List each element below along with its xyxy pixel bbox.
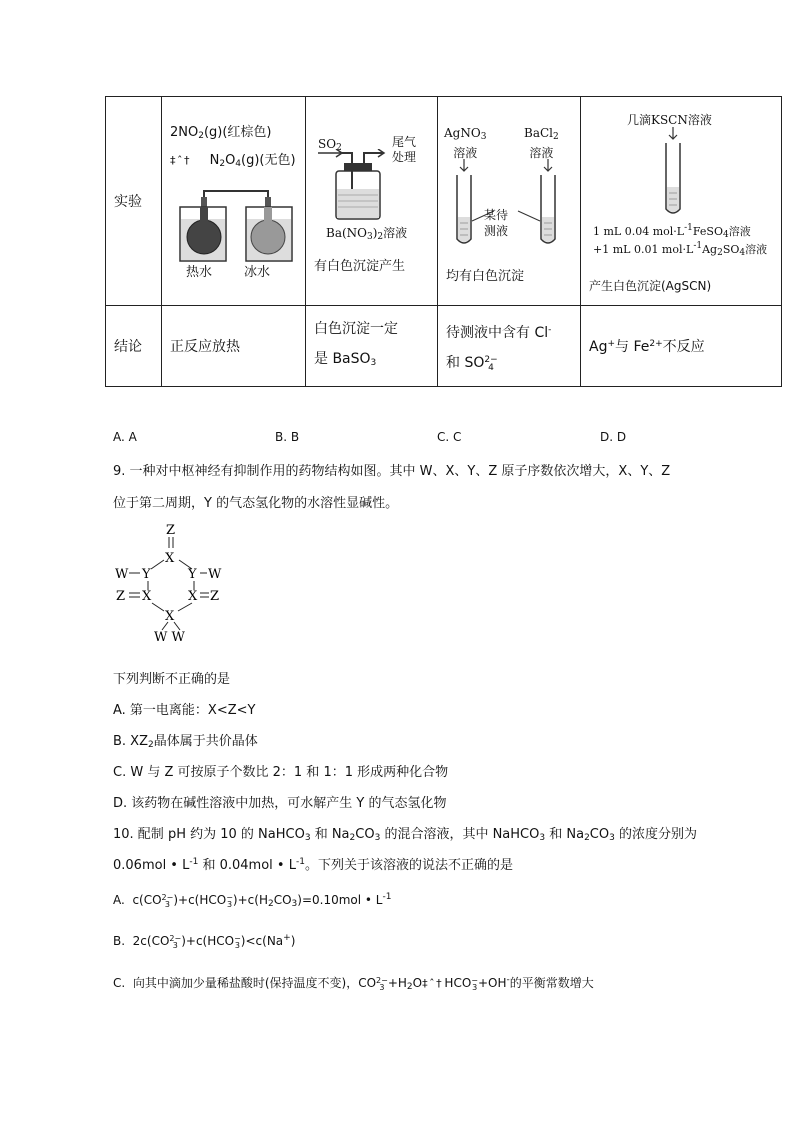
q9-option-b[interactable] [113,730,258,750]
option-c[interactable]: C. C [437,430,462,444]
observation-b: 有白色沉淀产生 [314,259,406,274]
sol2-tail: Ag [702,243,718,256]
so4-sup: 2− [484,354,498,365]
q9-stem-line1: 9. 一种对中枢神经有抑制作用的药物结构如图。其中 W、X、Y、Z 原子序数依次增大，X、Y、Z [113,464,671,479]
experiment-cell-c [438,97,581,306]
q9-prompt: 下列判断不正确的是 [113,672,231,687]
solution-tail: 溶液 [383,226,408,240]
sol2-mid: SO [722,243,740,256]
conclusion-d [581,306,782,387]
sample-line1: 某待 [484,208,509,222]
q10-c-t2: +H [387,976,407,990]
row-label-text: 实验 [114,194,142,210]
q10-c-t5: +OH [477,976,507,990]
atom-w-bottom: W W [154,630,185,644]
atom-z-left: Z [116,589,126,604]
q10-t6: CO [589,827,610,842]
conclusion-c [438,306,581,387]
q10-c-t6: 的平衡常数增大 [509,976,594,990]
equilibrium-arrow: ‡ ˆ † [170,154,189,167]
atom-x-right: X [188,589,198,604]
q10-b-label: B. [113,934,126,948]
experiment-cell-a [162,97,306,306]
ba-nitrate-label [326,224,407,242]
q9-option-b-tail: 晶体属于共价晶体 [153,734,258,749]
q10-option-b[interactable]: B. 2c(CO 2− 3 )+c(HCO − 3 )<c(Na+) [113,933,296,950]
atom-x-bottom: X [165,609,175,624]
q10-c-t1: 向其中滴加少量稀盐酸时(保持温度不变)，CO [132,976,377,990]
so2-sub: 2 [336,143,342,153]
so2-text: SO [318,137,337,151]
baso3-sub: 3 [370,358,377,368]
row-label-experiment [106,97,162,306]
bacl2-text: BaCl [524,126,553,140]
q9-option-a[interactable]: A. 第一电离能：X<Z<Y [113,703,256,718]
row-label-conclusion [106,306,162,387]
sol1-text: 1 mL 0.04 mol·L [593,225,685,238]
atom-w-left: W [115,567,129,582]
q10-equilibrium-arrow: ‡ ˆ † [422,977,441,990]
bacl2-label [524,125,559,161]
row-label-text: 结论 [114,339,142,355]
atom-y-left: Y [142,567,151,582]
product-sub1: 2 [219,159,226,169]
q10-l2a: 0.06mol • L [113,858,190,873]
reactant-state: (g)(红棕色) [203,125,272,140]
solution-sub2: 2 [377,232,384,242]
tail-line1: 尾气 [392,135,417,149]
option-b[interactable]: B. B [275,430,300,444]
sample-label [484,207,508,239]
conclusion-c-line2 [446,348,580,378]
q9-option-c[interactable]: C. W 与 Z 可按原子个数比 2：1 和 1：1 形成两种化合物 [113,765,449,780]
q10-a-tail: =0.10mol • L [301,893,383,907]
sol2-text: +1 mL 0.01 mol·L [593,243,694,256]
q10-c-label: C. [113,976,126,990]
agno3-label [444,125,486,161]
q10-c-t3: O [412,976,423,990]
q9-option-d[interactable]: D. 该药物在碱性溶液中加热，可水解产生 Y 的气态氢化物 [113,796,447,811]
conclusion-a [162,306,306,387]
product-o: O [225,153,236,168]
observation-c: 均有白色沉淀 [446,269,525,284]
q10-a-label: A. [113,893,125,907]
molecule-structure-diagram [112,520,232,644]
q9-stem-line2: 位于第二周期，Y 的气态氢化物的水溶性显碱性。 [113,496,399,511]
agno3-sub: 3 [480,132,487,142]
q10-option-c[interactable]: C. 向其中滴加少量稀盐酸时(保持温度不变)，CO 2− 3 $+H_2O\ddagger$ ˆ † HCO − 3 +OH-的平衡常数增大 [113,975,594,992]
cl-text: 待测液中含有 Cl [446,324,549,341]
two-flask-apparatus-icon [176,189,296,263]
sol1-tail: FeSO [692,225,723,238]
cl-sup: - [548,324,552,335]
option-a[interactable]: A. A [113,430,137,444]
observation-d: 产生白色沉淀(AgSCN) [589,279,712,293]
experiment-cell-d [581,97,782,306]
solution-text: Ba(NO [326,226,367,240]
bacl2-line2: 溶液 [529,146,554,160]
sol1-sup: -1 [684,223,693,233]
conclusion-b-line2 [314,344,437,378]
solution-end: ) [372,226,378,240]
baso3-text: 是 BaSO [314,351,371,367]
sol2-sup: -1 [693,241,703,251]
experiment-cell-b [306,97,438,306]
kscn-label: 几滴KSCN溶液 [627,113,712,127]
ag-sup: + [607,339,616,349]
atom-x-top: X [165,551,175,566]
q10-l2c: 。下列关于该溶液的说法不正确的是 [304,858,513,873]
q10-c-t4: HCO [440,976,472,990]
q10-stem-line1: 10. 配制 pH 约为 10 的 NaHCO$_3$ 和 $Na_2CO_3$ 的混合溶液，其中 NaHCO$_3$ 和 $Na_2CO_3$ 的浓度分别为 [113,827,697,843]
experiment-table [105,96,782,387]
ag-text: Ag [589,339,608,355]
q10-stem-line2: 0.06mol • $L^{-1}$ 和 0.04mol • $L^{-1}$。下列关于该溶液的说法不正确的是 [113,857,513,873]
q10-t5: 和 Na [545,827,585,842]
so4-sub: 4 [488,362,494,373]
bacl2-sub: 2 [553,132,559,142]
conclusion-c-line1 [446,315,580,348]
product-state: (g)(无色) [241,153,296,168]
q10-t1: 10. 配制 pH 约为 10 的 NaHCO [113,827,305,842]
gas-wash-bottle-icon [318,149,428,225]
so4-text: 和 SO [446,354,485,371]
sol2-sub1: 2 [717,248,723,258]
sol2-sub2: 4 [739,248,746,258]
atom-y-right: Y [188,567,197,582]
xz2-sub: 2 [148,740,154,750]
atom-z-top: Z [166,523,176,538]
agno3-line2: 溶液 [453,146,478,160]
product-n: N [209,153,220,168]
sol1-sub: 4 [722,230,729,240]
conclusion-b [306,306,438,387]
atom-x-left: X [142,589,152,604]
conclusion-b-line1: 白色沉淀一定 [314,321,398,337]
feso4-line [593,223,751,240]
agno3-text: AgNO [444,126,481,140]
tail-line2: 处理 [392,150,417,164]
q10-t2: 和 Na [310,827,350,842]
fe-sup: 2+ [649,339,663,349]
atom-w-right: W [208,567,222,582]
xz2-text: B. XZ [113,734,148,749]
reactant-sub: 2 [198,131,204,141]
sample-line2: 测液 [484,224,509,238]
hot-water-label: 热水 [186,265,213,280]
conclusion-d-end: 不反应 [662,339,705,355]
q10-option-a[interactable]: A. c(CO 2− 3 )+c(HCO − 3 )$+c(H_2CO_3)=0.10mol$ • $L^{-1}$ [113,892,392,909]
reaction-reactant [170,121,272,141]
reaction-product [170,149,296,169]
product-sub2: 4 [235,159,242,169]
ice-water-label: 冰水 [244,265,271,280]
fe-text: 与 Fe [615,339,650,355]
q10-t7: 的浓度分别为 [614,827,697,842]
atom-z-right: Z [210,589,220,604]
ag2so4-line [593,241,767,258]
reactant-text: 2NO [170,125,199,140]
q10-l2b: 和 0.04mol • L [198,858,296,873]
solution-sub: 3 [367,232,373,242]
option-d[interactable]: D. D [600,430,627,444]
sol1-end: 溶液 [728,225,751,238]
test-tube-icon [661,127,685,219]
conclusion-a-text: 正反应放热 [170,339,240,355]
q10-t3: CO [355,827,375,842]
q10-t4: 的混合溶液，其中 NaHCO [380,827,540,842]
two-test-tubes-icon [446,159,576,249]
sol2-end: 溶液 [745,243,768,256]
